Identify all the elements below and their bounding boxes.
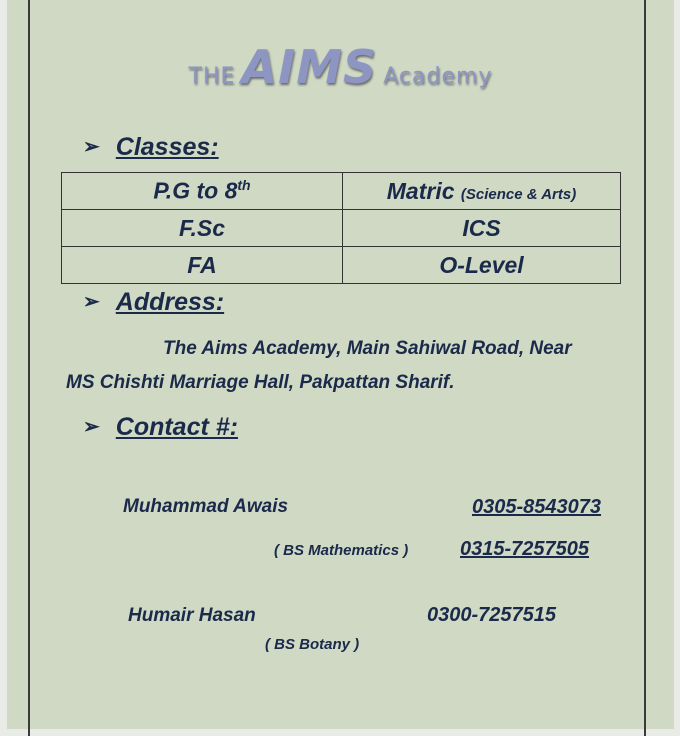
classes-heading: ➢ Classes: xyxy=(83,133,219,161)
table-cell: F.Sc xyxy=(62,210,343,247)
table-row xyxy=(62,210,621,247)
address-line-2: MS Chishti Marriage Hall, Pakpattan Sharif. xyxy=(66,372,455,393)
arrow-bullet-icon: ➢ xyxy=(83,291,100,313)
contact-heading: ➢ Contact #: xyxy=(83,413,238,441)
address-line-1: The Aims Academy, Main Sahiwal Road, Near xyxy=(163,338,572,359)
contact-degree: ( BS Mathematics ) xyxy=(274,542,409,559)
contact-phone[interactable]: 0300-7257515 xyxy=(427,604,557,626)
table-cell: ICS xyxy=(343,210,621,247)
classes-table xyxy=(61,172,621,284)
contact-phone[interactable]: 0315-7257505 xyxy=(460,538,590,560)
address-heading: ➢ Address: xyxy=(83,288,225,316)
document-page xyxy=(7,0,674,729)
title-prefix: THE xyxy=(188,64,236,89)
contact-name: Humair Hasan xyxy=(128,605,256,626)
table-row xyxy=(62,173,621,210)
table-cell: FA xyxy=(62,247,343,284)
contact-name: Muhammad Awais xyxy=(123,496,289,517)
table-cell: P.G to 8th xyxy=(62,173,343,210)
academy-title xyxy=(7,40,674,94)
table-row xyxy=(62,247,621,284)
table-cell: O-Level xyxy=(343,247,621,284)
title-suffix: Academy xyxy=(383,64,493,89)
contact-degree: ( BS Botany ) xyxy=(265,636,360,653)
arrow-bullet-icon: ➢ xyxy=(83,136,100,158)
title-main: AIMS xyxy=(241,40,378,94)
contact-phone[interactable]: 0305-8543073 xyxy=(472,496,602,518)
table-cell: Matric (Science & Arts) xyxy=(343,173,621,210)
arrow-bullet-icon: ➢ xyxy=(83,416,100,438)
